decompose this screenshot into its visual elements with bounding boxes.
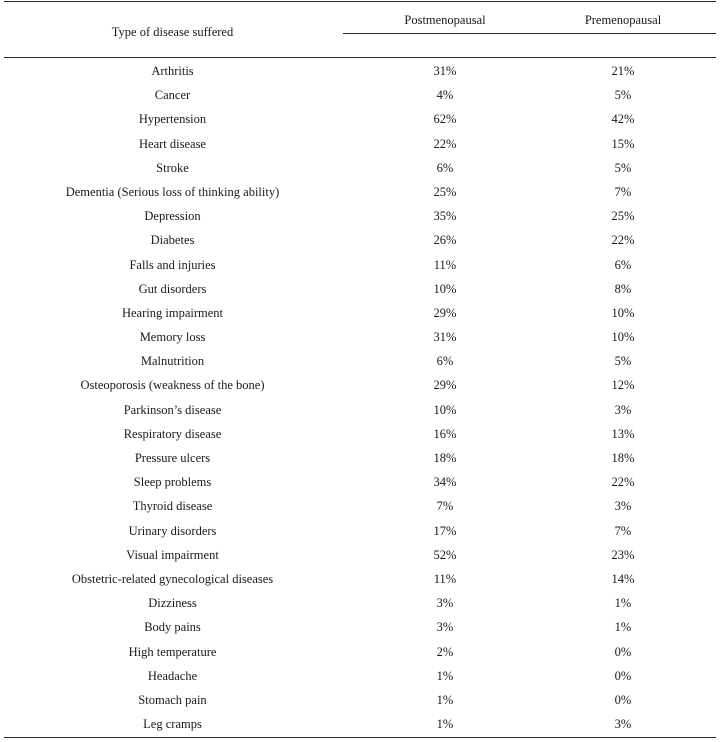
disease-name: Hypertension <box>138 112 207 127</box>
table-row <box>0 374 720 398</box>
table-row <box>0 157 720 181</box>
premenopausal-value: 1% <box>614 620 632 635</box>
premenopausal-value: 25% <box>611 209 635 224</box>
premenopausal-value: 3% <box>614 402 632 417</box>
disease-name: Gut disorders <box>138 281 207 296</box>
table-row <box>0 278 720 302</box>
table-row <box>0 423 720 447</box>
disease-name: Pressure ulcers <box>134 451 211 465</box>
postmenopausal-value: 35% <box>433 209 457 224</box>
premenopausal-value: 12% <box>611 378 635 393</box>
premenopausal-value: 5% <box>614 354 632 369</box>
disease-name: Parkinson’s disease <box>123 402 222 417</box>
premenopausal-value: 3% <box>614 499 632 514</box>
premenopausal-value: 0% <box>614 668 632 683</box>
premenopausal-value: 23% <box>611 547 635 562</box>
disease-name: Leg cramps <box>143 717 202 732</box>
table-row <box>0 229 720 253</box>
header-postmenopausal: Postmenopausal <box>404 13 486 27</box>
table-row <box>0 133 720 157</box>
postmenopausal-value: 22% <box>433 136 457 151</box>
table-row <box>0 520 720 544</box>
postmenopausal-value: 17% <box>433 523 457 538</box>
table-row <box>0 495 720 519</box>
disease-name: Respiratory disease <box>123 426 222 441</box>
postmenopausal-value: 62% <box>433 112 457 127</box>
disease-name: Stroke <box>156 160 189 175</box>
table-row <box>0 205 720 229</box>
table-row <box>0 84 720 108</box>
postmenopausal-value: 6% <box>436 160 454 175</box>
table-row <box>0 399 720 423</box>
table-row <box>0 641 720 665</box>
table-row <box>0 181 720 205</box>
postmenopausal-value: 6% <box>436 354 454 369</box>
postmenopausal-value: 3% <box>436 596 454 611</box>
disease-name: Body pains <box>144 620 201 635</box>
premenopausal-value: 7% <box>614 184 632 199</box>
premenopausal-value: 3% <box>614 717 632 732</box>
postmenopausal-value: 25% <box>433 184 457 199</box>
table-top-rule <box>4 1 716 2</box>
premenopausal-value: 21% <box>611 64 635 78</box>
postmenopausal-value: 52% <box>433 547 457 562</box>
disease-name: Depression <box>144 209 201 224</box>
table-row <box>0 326 720 350</box>
disease-name: Sleep problems <box>133 475 212 490</box>
disease-name: Urinary disorders <box>128 523 217 538</box>
postmenopausal-value: 31% <box>433 64 457 78</box>
postmenopausal-value: 7% <box>436 499 454 514</box>
table-bottom-rule <box>4 737 716 738</box>
table-row <box>0 108 720 132</box>
postmenopausal-value: 18% <box>433 451 457 465</box>
disease-name: Cancer <box>154 88 191 103</box>
premenopausal-value: 10% <box>611 305 635 320</box>
table-row <box>0 350 720 374</box>
table-row <box>0 713 720 737</box>
disease-name: Osteoporosis (weakness of the bone) <box>80 378 265 393</box>
postmenopausal-value: 1% <box>436 668 454 683</box>
postmenopausal-value: 11% <box>433 571 457 586</box>
table-row <box>0 616 720 640</box>
header-type-of-disease: Type of disease suffered <box>111 25 234 39</box>
disease-name: Dizziness <box>148 596 197 611</box>
premenopausal-value: 5% <box>614 88 632 103</box>
disease-name: Malnutrition <box>140 354 205 369</box>
table-row <box>0 689 720 713</box>
postmenopausal-value: 2% <box>436 644 454 659</box>
premenopausal-value: 1% <box>614 596 632 611</box>
postmenopausal-value: 26% <box>433 233 457 248</box>
table-row <box>0 592 720 616</box>
postmenopausal-value: 10% <box>433 402 457 417</box>
postmenopausal-value: 11% <box>433 257 457 272</box>
postmenopausal-value: 29% <box>433 378 457 393</box>
table-row <box>0 568 720 592</box>
disease-name: Falls and injuries <box>129 257 216 272</box>
premenopausal-value: 7% <box>614 523 632 538</box>
premenopausal-value: 13% <box>611 426 635 441</box>
disease-name: High temperature <box>128 644 217 659</box>
postmenopausal-value: 1% <box>436 717 454 732</box>
table-row <box>0 471 720 495</box>
header-group-rule <box>343 33 716 34</box>
premenopausal-value: 42% <box>611 112 635 127</box>
postmenopausal-value: 29% <box>433 305 457 320</box>
table-row <box>0 60 720 84</box>
premenopausal-value: 18% <box>611 451 635 465</box>
table-body <box>0 60 720 737</box>
premenopausal-value: 5% <box>614 160 632 175</box>
header-premenopausal: Premenopausal <box>584 13 662 27</box>
premenopausal-value: 0% <box>614 692 632 707</box>
table-row <box>0 665 720 689</box>
postmenopausal-value: 34% <box>433 475 457 490</box>
table-row <box>0 254 720 278</box>
disease-name: Hearing impairment <box>121 305 223 320</box>
disease-name: Obstetric-related gynecological diseases <box>71 571 274 586</box>
postmenopausal-value: 1% <box>436 692 454 707</box>
premenopausal-value: 6% <box>614 257 632 272</box>
disease-name: Memory loss <box>139 330 206 345</box>
postmenopausal-value: 3% <box>436 620 454 635</box>
premenopausal-value: 22% <box>611 475 635 490</box>
premenopausal-value: 14% <box>611 571 635 586</box>
table-row <box>0 302 720 326</box>
premenopausal-value: 8% <box>614 281 632 296</box>
disease-name: Thyroid disease <box>132 499 213 514</box>
disease-name: Heart disease <box>139 136 206 151</box>
postmenopausal-value: 31% <box>433 330 457 345</box>
disease-name: Headache <box>147 668 198 683</box>
disease-name: Diabetes <box>150 233 195 248</box>
postmenopausal-value: 4% <box>436 88 454 103</box>
postmenopausal-value: 16% <box>433 426 457 441</box>
table-row <box>0 544 720 568</box>
header-bottom-rule <box>4 57 716 58</box>
disease-name: Stomach pain <box>138 692 207 707</box>
disease-name: Visual impairment <box>126 547 219 562</box>
premenopausal-value: 22% <box>611 233 635 248</box>
postmenopausal-value: 10% <box>433 281 457 296</box>
disease-name: Arthritis <box>151 64 194 78</box>
premenopausal-value: 10% <box>611 330 635 345</box>
premenopausal-value: 0% <box>614 644 632 659</box>
premenopausal-value: 15% <box>611 136 635 151</box>
table-row <box>0 447 720 471</box>
disease-name: Dementia (Serious loss of thinking ability) <box>65 184 280 199</box>
